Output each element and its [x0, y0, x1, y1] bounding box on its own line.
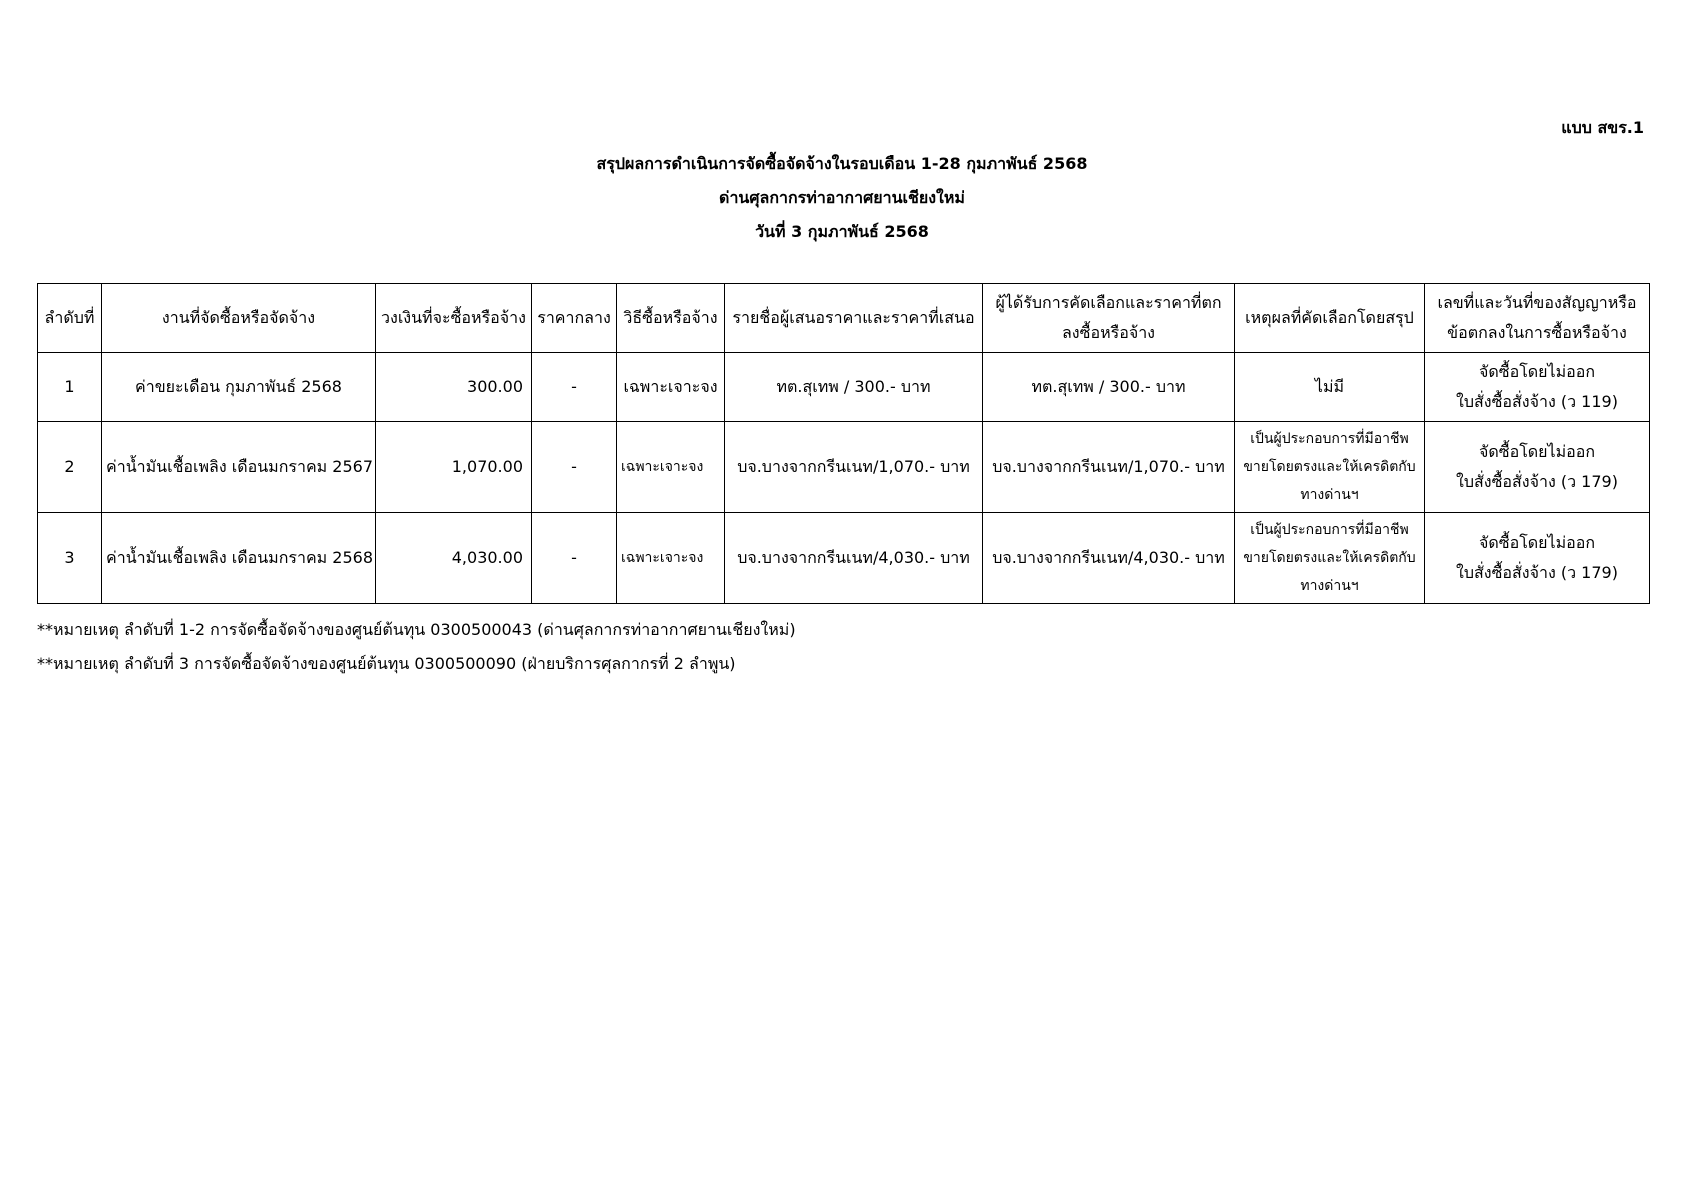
cell-contract	[1425, 353, 1650, 422]
cell-contract-line1: จัดซื้อโดยไม่ออก	[1478, 533, 1596, 552]
cell-bidders: บจ.บางจากกรีนเนท/4,030.- บาท	[725, 513, 983, 604]
cell-item: ค่าขยะเดือน กุมภาพันธ์ 2568	[102, 353, 376, 422]
cell-contract-line1: จัดซื้อโดยไม่ออก	[1478, 362, 1596, 381]
cell-median-price: -	[532, 422, 617, 513]
cell-selected: บจ.บางจากกรีนเนท/4,030.- บาท	[983, 513, 1235, 604]
cell-contract-line2: ใบสั่งซื้อสั่งจ้าง (ว 179)	[1456, 563, 1618, 582]
cell-method: เฉพาะเจาะจง	[617, 353, 725, 422]
cell-no: 1	[38, 353, 102, 422]
cell-reason	[1235, 513, 1425, 604]
table-row	[38, 422, 1650, 513]
col-header-contract	[1425, 284, 1650, 353]
cell-bidders: ทต.สุเทพ / 300.- บาท	[725, 353, 983, 422]
table-row	[38, 513, 1650, 604]
col-header-contract-line2: ข้อตกลงในการซื้อหรือจ้าง	[1447, 323, 1627, 342]
cell-contract-line2: ใบสั่งซื้อสั่งจ้าง (ว 119)	[1456, 392, 1618, 411]
cell-budget: 4,030.00	[376, 513, 532, 604]
col-header-selected	[983, 284, 1235, 353]
footnote-2: **หมายเหตุ ลำดับที่ 3 การจัดซื้อจัดจ้างของศูนย์ต้นทุน 0300500090 (ฝ่ายบริการศุลกากรที่ 2 ลำพูน)	[37, 654, 736, 673]
col-header-no: ลำดับที่	[38, 284, 102, 353]
cell-reason-line2: ขายโดยตรงและให้เครดิตกับ	[1243, 459, 1416, 475]
cell-reason-line2: ขายโดยตรงและให้เครดิตกับ	[1243, 550, 1416, 566]
cell-reason-line3: ทางด่านฯ	[1300, 487, 1359, 503]
cell-budget: 300.00	[376, 353, 532, 422]
col-header-median-price: ราคากลาง	[532, 284, 617, 353]
cell-median-price: -	[532, 513, 617, 604]
cell-budget: 1,070.00	[376, 422, 532, 513]
col-header-selected-line2: ลงซื้อหรือจ้าง	[1061, 323, 1155, 342]
cell-contract-line1: จัดซื้อโดยไม่ออก	[1478, 442, 1596, 461]
cell-no: 3	[38, 513, 102, 604]
cell-contract-line2: ใบสั่งซื้อสั่งจ้าง (ว 179)	[1456, 472, 1618, 491]
cell-item: ค่าน้ำมันเชื้อเพลิง เดือนมกราคม 2568	[102, 513, 376, 604]
report-date: วันที่ 3 กุมภาพันธ์ 2568	[755, 222, 929, 241]
form-code: แบบ สขร.1	[1561, 118, 1644, 137]
cell-reason	[1235, 422, 1425, 513]
report-title: สรุปผลการดำเนินการจัดซื้อจัดจ้างในรอบเดือน 1-28 กุมภาพันธ์ 2568	[596, 154, 1088, 173]
cell-method: เฉพาะเจาะจง	[617, 422, 725, 513]
cell-reason-line3: ทางด่านฯ	[1300, 578, 1359, 594]
table-row	[38, 353, 1650, 422]
cell-bidders: บจ.บางจากกรีนเนท/1,070.- บาท	[725, 422, 983, 513]
cell-reason-line1: ไม่มี	[1314, 377, 1345, 396]
col-header-reason: เหตุผลที่คัดเลือกโดยสรุป	[1235, 284, 1425, 353]
col-header-selected-line1: ผู้ได้รับการคัดเลือกและราคาที่ตก	[995, 293, 1222, 312]
col-header-item: งานที่จัดซื้อหรือจัดจ้าง	[102, 284, 376, 353]
cell-median-price: -	[532, 353, 617, 422]
table-header-row	[38, 284, 1650, 353]
cell-selected: บจ.บางจากกรีนเนท/1,070.- บาท	[983, 422, 1235, 513]
footnote-1: **หมายเหตุ ลำดับที่ 1-2 การจัดซื้อจัดจ้างของศูนย์ต้นทุน 0300500043 (ด่านศุลกากรท่าอากาศยานเชียงใหม่)	[37, 620, 796, 639]
office-name: ด่านศุลกากรท่าอากาศยานเชียงใหม่	[719, 188, 965, 207]
cell-reason	[1235, 353, 1425, 422]
cell-contract	[1425, 513, 1650, 604]
procurement-table	[37, 283, 1650, 604]
cell-no: 2	[38, 422, 102, 513]
cell-item: ค่าน้ำมันเชื้อเพลิง เดือนมกราคม 2567	[102, 422, 376, 513]
cell-contract	[1425, 422, 1650, 513]
col-header-budget: วงเงินที่จะซื้อหรือจ้าง	[376, 284, 532, 353]
cell-selected: ทต.สุเทพ / 300.- บาท	[983, 353, 1235, 422]
cell-reason-line1: เป็นผู้ประกอบการที่มีอาชีพ	[1250, 522, 1409, 538]
cell-reason-line1: เป็นผู้ประกอบการที่มีอาชีพ	[1250, 431, 1409, 447]
col-header-contract-line1: เลขที่และวันที่ของสัญญาหรือ	[1437, 293, 1637, 312]
col-header-bidders: รายชื่อผู้เสนอราคาและราคาที่เสนอ	[725, 284, 983, 353]
cell-method: เฉพาะเจาะจง	[617, 513, 725, 604]
col-header-method: วิธีซื้อหรือจ้าง	[617, 284, 725, 353]
